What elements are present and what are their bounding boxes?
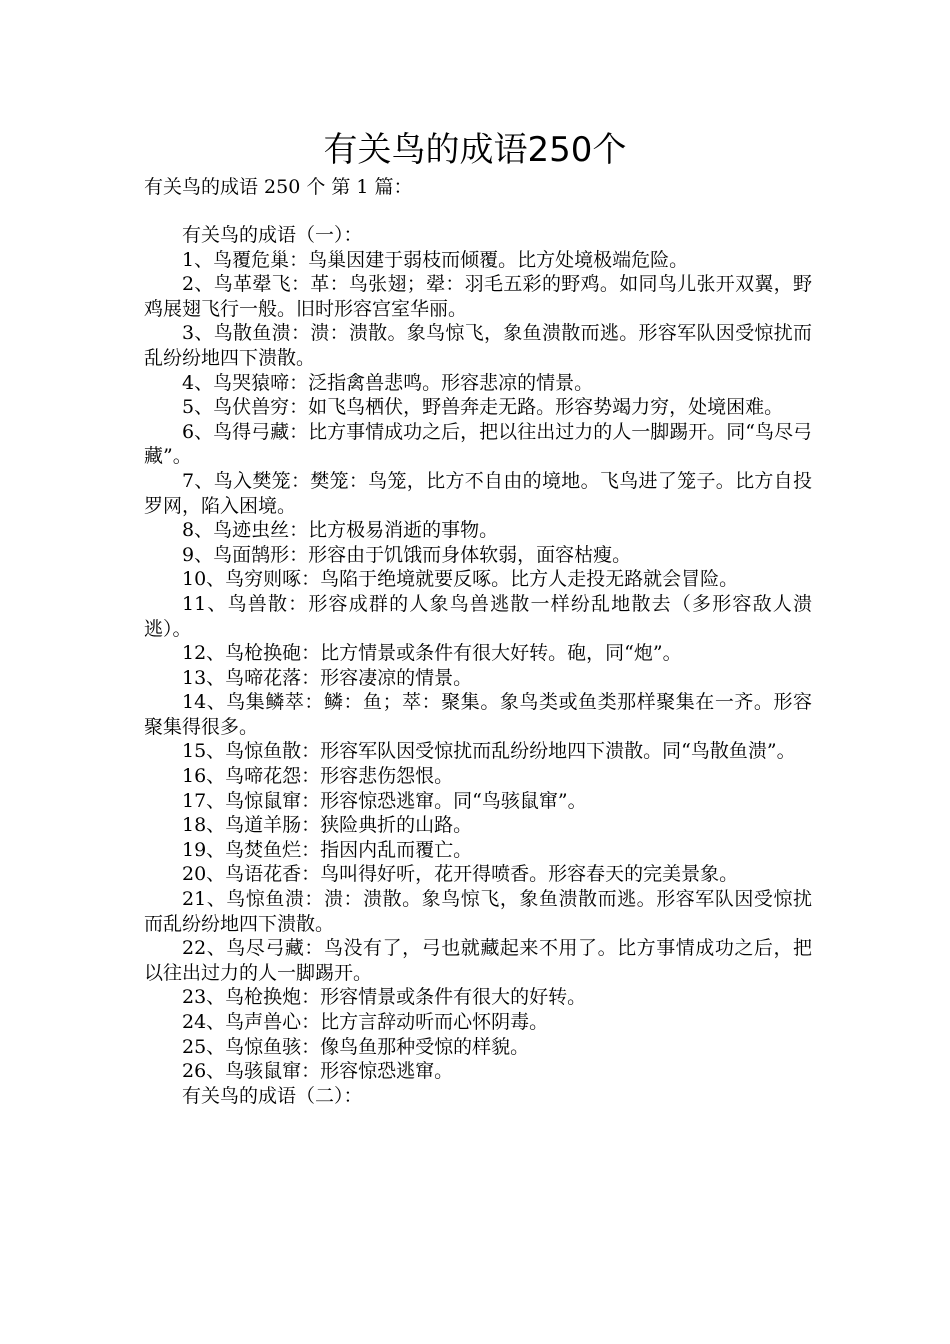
idiom-entry: 2、鸟革翚飞：革：鸟张翅；翚：羽毛五彩的野鸡。如同鸟儿张开双翼，野鸡展翅飞行一般。旧时形容宫室华丽。 (144, 273, 812, 320)
idiom-entry: 3、鸟散鱼溃：溃：溃散。象鸟惊飞，象鱼溃散而逃。形容军队因受惊扰而乱纷纷地四下溃散。 (144, 322, 812, 369)
idiom-entry: 14、鸟集鳞萃：鳞：鱼；萃：聚集。象鸟类或鱼类那样聚集在一齐。形容聚集得很多。 (144, 691, 812, 738)
idiom-entry: 25、鸟惊鱼骇：像鸟鱼那种受惊的样貌。 (182, 1035, 530, 1058)
idiom-entry: 24、鸟声兽心：比方言辞动听而心怀阴毒。 (182, 1011, 549, 1033)
idiom-entry: 13、鸟啼花落：形容凄凉的情景。 (182, 666, 473, 689)
idiom-entry: 18、鸟道羊肠：狭险典折的山路。 (182, 814, 473, 837)
idiom-entry: 26、鸟骇鼠窜：形容惊恐逃窜。 (182, 1060, 454, 1083)
idiom-entry: 12、鸟枪换砲：比方情景或条件有很大好转。砲，同“炮”。 (182, 642, 682, 665)
idiom-entry: 23、鸟枪换炮：形容情景或条件有很大的好转。 (182, 986, 587, 1009)
idiom-entry: 6、鸟得弓藏：比方事情成功之后，把以往出过力的人一脚踢开。同“鸟尽弓藏”。 (144, 420, 812, 468)
idiom-entry: 9、鸟面鹄形：形容由于饥饿而身体软弱，面容枯瘦。 (182, 543, 632, 566)
document-title: 有关鸟的成语250个 (323, 130, 627, 170)
idiom-entry: 17、鸟惊鼠窜：形容惊恐逃窜。同“鸟骇鼠窜”。 (182, 789, 587, 812)
idiom-entry: 15、鸟惊鱼散：形容军队因受惊扰而乱纷纷地四下溃散。同“鸟散鱼溃”。 (182, 740, 796, 763)
idiom-entry: 22、鸟尽弓藏：鸟没有了，弓也就藏起来不用了。比方事情成功之后，把以往出过力的人一脚踢开。 (144, 937, 812, 984)
idiom-entry: 21、鸟惊鱼溃：溃：溃散。象鸟惊飞，象鱼溃散而逃。形容军队因受惊扰而乱纷纷地四下溃散。 (144, 888, 812, 935)
idiom-entry: 5、鸟伏兽穷：如飞鸟栖伏，野兽奔走无路。形容势竭力穷，处境困难。 (182, 396, 784, 419)
section-heading: 有关鸟的成语（二）： (182, 1084, 363, 1107)
idiom-entry: 1、鸟覆危巢：鸟巢因建于弱枝而倾覆。比方处境极端危险。 (182, 248, 689, 271)
idiom-entry: 8、鸟迹虫丝：比方极易消逝的事物。 (182, 519, 499, 542)
idiom-entry: 10、鸟穷则啄：鸟陷于绝境就要反啄。比方人走投无路就会冒险。 (182, 568, 739, 591)
document-subtitle: 有关鸟的成语 250 个 第 1 篇： (144, 176, 413, 198)
section-heading: 有关鸟的成语（一）： (182, 224, 363, 246)
idiom-entry: 11、鸟兽散：形容成群的人象鸟兽逃散一样纷乱地散去（多形容敌人溃逃）。 (144, 592, 812, 640)
idiom-entry: 16、鸟啼花怨：形容悲伤怨恨。 (182, 765, 454, 788)
idiom-entry: 19、鸟焚鱼烂：指因内乱而覆亡。 (182, 838, 473, 861)
idiom-entry: 20、鸟语花香：鸟叫得好听，花开得喷香。形容春天的完美景象。 (182, 863, 739, 886)
document-body (144, 223, 812, 1108)
idiom-entry: 4、鸟哭猿啼：泛指禽兽悲鸣。形容悲凉的情景。 (182, 371, 594, 394)
idiom-entry: 7、鸟入樊笼：樊笼：鸟笼，比方不自由的境地。飞鸟进了笼子。比方自投罗网，陷入困境。 (144, 469, 812, 517)
